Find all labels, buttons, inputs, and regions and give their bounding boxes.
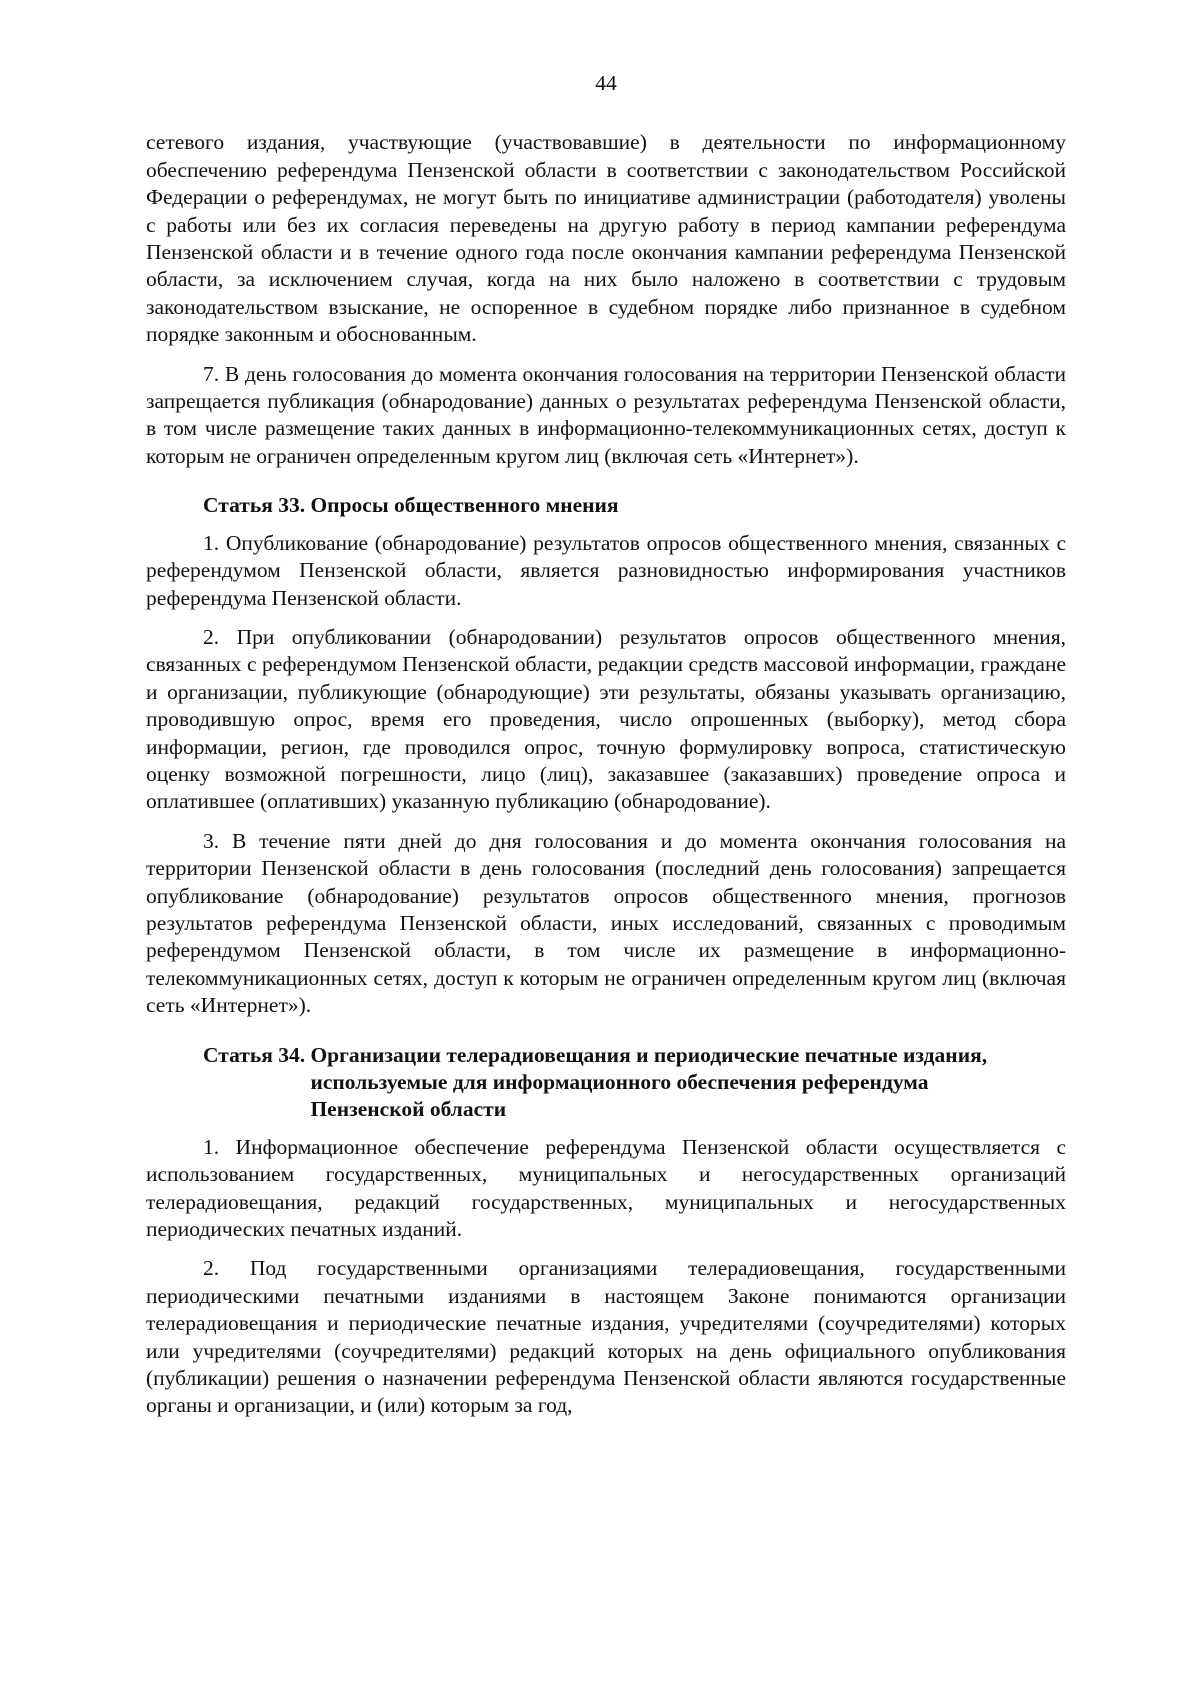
- article-33-title: Опросы общественного мнения: [310, 493, 619, 518]
- paragraph-item-7: 7. В день голосования до момента окончания голосования на территории Пензенской области запрещается публикация (обнародование) данных о результатах референдума Пензенской области, в том числе размещение таких данных в информационно-телекоммуникационных сетях, доступ к которым не ограничен определенным кругом лиц (включая сеть «Интернет»).: [146, 361, 1066, 468]
- page-number: 44: [595, 71, 617, 95]
- article-34-label: Статья 34.: [203, 1042, 311, 1067]
- article-33-heading: [146, 492, 1066, 519]
- article-33-item-1: 1. Опубликование (обнародование) результатов опросов общественного мнения, связанных с референдумом Пензенской области, является разновидностью информирования участников референдума Пензенской области.: [146, 530, 1066, 610]
- paragraph-continuation: сетевого издания, участвующие (участвовавшие) в деятельности по информационному обеспечению референдума Пензенской области в соответствии с законодательством Российской Федерации о референдумах, не могут быть по инициативе администрации (работодателя) уволены с работы или без их согласия переведены на другую работу в период кампании референдума Пензенской области и в течение одного года после окончания кампании референдума Пензенской области, за исключением случая, когда на них было наложено в соответствии с трудовым законодательством взыскание, не оспоренное в судебном порядке либо признанное в судебном порядке законным и обоснованным.: [146, 130, 1066, 347]
- document-page: [146, 70, 1066, 1432]
- article-34-item-1: 1. Информационное обеспечение референдума Пензенской области осуществляется с использованием государственных, муниципальных и негосударственных организаций телерадиовещания, редакций государственных, муниципальных и негосударственных периодических печатных изданий.: [146, 1134, 1066, 1242]
- article-33-label: Статья 33.: [203, 493, 311, 518]
- article-33-item-3: 3. В течение пяти дней до дня голосования и до момента окончания голосования на территории Пензенской области в день голосования (последний день голосования) запрещается опубликование (обнародование) результатов опросов общественного мнения, прогнозов результатов референдума Пензенской области, иных исследований, связанных с проводимым референдумом Пензенской области, в том числе их размещение в информационно-телекоммуникационных сетях, доступ к которым не ограничен определенным кругом лиц (включая сеть «Интернет»).: [146, 828, 1066, 1018]
- article-34-heading: [146, 1042, 1066, 1124]
- article-33-item-2: 2. При опубликовании (обнародовании) результатов опросов общественного мнения, связанных с референдумом Пензенской области, редакции средств массовой информации, граждане и организации, публикующие (обнародующие) эти результаты, обязаны указывать организацию, проводившую опрос, время его проведения, число опрошенных (выборку), метод сбора информации, регион, где проводился опрос, точную формулировку вопроса, статистическую оценку возможной погрешности, лицо (лиц), заказавшее (заказавших) проведение опроса и оплатившее (оплативших) указанную публикацию (обнародование).: [146, 624, 1066, 814]
- article-34-item-2: 2. Под государственными организациями телерадиовещания, государственными периодическими печатными изданиями в настоящем Законе понимаются организации телерадиовещания и периодические печатные издания, учредителями (соучредителями) которых или учредителями (соучредителями) редакций которых на день официального опубликования (публикации) решения о назначении референдума Пензенской области являются государственные органы и организации, и (или) которым за год,: [146, 1256, 1066, 1418]
- article-34-title: Организации телерадиовещания и периодические печатные издания, используемые для информационного обеспечения референдума Пензенской области: [310, 1042, 988, 1122]
